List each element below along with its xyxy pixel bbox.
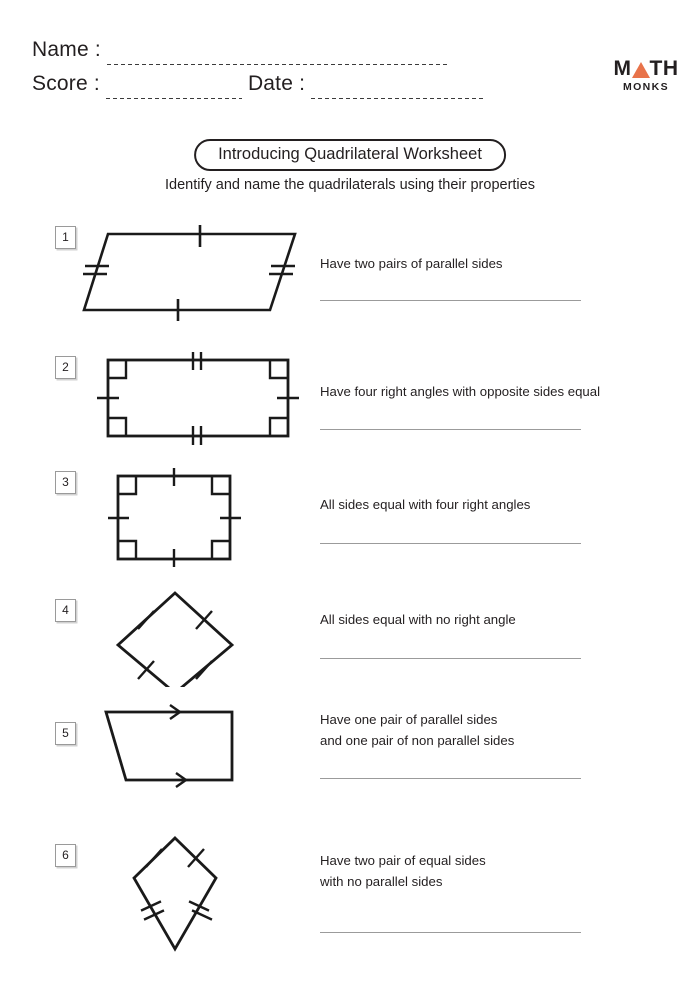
shape-parallelogram	[80, 222, 305, 327]
problem-prompt-4	[320, 609, 516, 630]
shape-rhombus	[80, 582, 305, 692]
name-field-row	[32, 38, 668, 72]
date-label: Date :	[247, 72, 306, 95]
score-label: Score :	[32, 72, 100, 95]
answer-line-3[interactable]	[320, 543, 581, 544]
name-write-line[interactable]	[107, 64, 450, 65]
prompt-line: All sides equal with four right angles	[320, 497, 531, 512]
problem-prompt-1	[320, 253, 503, 274]
header-fields	[32, 38, 668, 122]
logo-subtext: MONKS	[622, 81, 670, 93]
answer-line-2[interactable]	[320, 429, 581, 430]
logo-letter-m: M	[613, 57, 632, 80]
shape-square	[80, 467, 305, 572]
worksheet-title: Introducing Quadrilateral Worksheet	[194, 139, 506, 171]
answer-line-5[interactable]	[320, 778, 581, 779]
logo-letters-th: TH	[649, 57, 679, 80]
problem-number-3: 3	[55, 471, 76, 494]
problem-number-6: 6	[55, 844, 76, 867]
score-date-field-row	[32, 72, 668, 106]
answer-line-1[interactable]	[320, 300, 581, 301]
prompt-line: and one pair of non parallel sides	[320, 733, 515, 748]
problem-prompt-2	[320, 381, 600, 402]
name-label: Name :	[32, 38, 101, 61]
problem-number-5: 5	[55, 722, 76, 745]
problem-number-4: 4	[55, 599, 76, 622]
shape-rectangle	[80, 352, 305, 452]
prompt-line: Have two pair of equal sides	[320, 853, 486, 868]
prompt-line: Have four right angles with opposite sides equal	[320, 384, 601, 399]
answer-line-4[interactable]	[320, 658, 581, 659]
date-write-line[interactable]	[311, 98, 486, 99]
problem-prompt-5	[320, 709, 514, 751]
prompt-line: All sides equal with no right angle	[320, 612, 516, 627]
triangle-icon	[632, 62, 650, 78]
answer-line-6[interactable]	[320, 932, 581, 933]
prompt-line: with no parallel sides	[320, 874, 443, 889]
problem-prompt-3	[320, 494, 530, 515]
shape-kite	[80, 822, 305, 972]
prompt-line: Have two pairs of parallel sides	[320, 256, 503, 271]
score-write-line[interactable]	[106, 98, 242, 99]
problem-number-1: 1	[55, 226, 76, 249]
worksheet-instructions: Identify and name the quadrilaterals using their properties	[165, 177, 535, 193]
prompt-line: Have one pair of parallel sides	[320, 712, 498, 727]
math-monks-logo	[608, 58, 684, 93]
logo-wordmark	[608, 58, 684, 79]
shape-trapezoid	[80, 702, 305, 802]
problem-prompt-6	[320, 850, 486, 892]
problem-number-2: 2	[55, 356, 76, 379]
